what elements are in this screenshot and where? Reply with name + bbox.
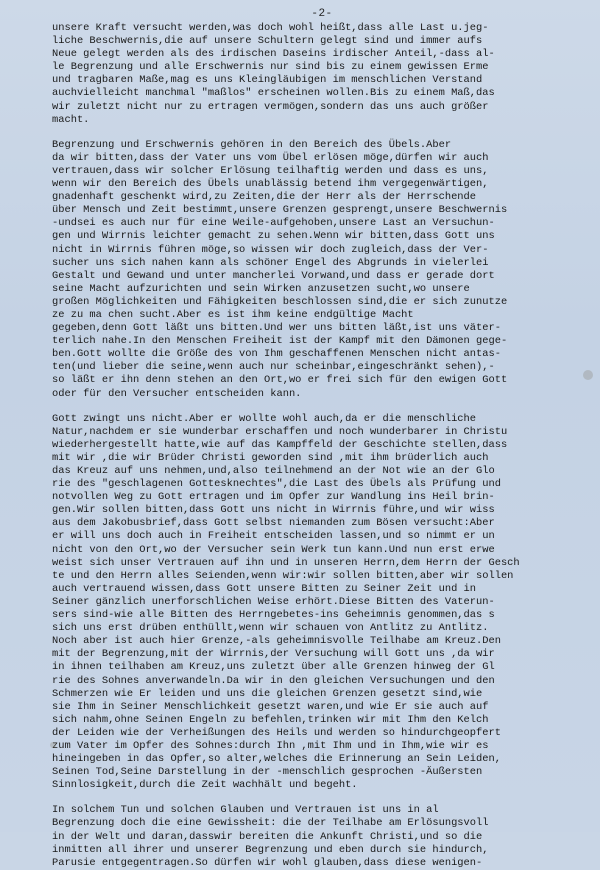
text-line: ze zu ma chen sucht.Aber es ist ihm keine endgültige Macht xyxy=(52,308,414,321)
text-line: wiederhergestellt hatte,wie auf das Kampffeld der Geschichte stellen,dass xyxy=(52,438,508,451)
text-line: in der Welt und daran,dasswir bereiten die Ankunft Christi,und so die xyxy=(52,830,483,843)
stain-mark xyxy=(583,370,593,380)
text-line: das Kreuz auf uns nehmen,und,also teilnehmend an der Not wie an der Glo xyxy=(52,465,495,477)
text-line: mit der Begrenzung,mit der Wirrnis,der Versuchung will Gott uns ,da wir xyxy=(52,648,495,661)
text-line: inmitten all ihrer und unserer Begrenzung und eben durch sie hindurch, xyxy=(52,843,489,856)
text-line: wenn wir den Bereich des Übels unablässig betend ihm vergegenwärtigen, xyxy=(52,178,489,191)
text-line: Schmerzen wie Er leiden und uns die gleichen Grenzen gesetzt sind,wie xyxy=(52,687,483,700)
text-line: sers sind-wie alle Bitten des Herrngebetes-ins Geheimnis genommen,das s xyxy=(52,609,495,622)
text-line: Sinnlosigkeit,durch die Zeit wachhält und begeht. xyxy=(52,779,358,792)
text-line: in ihnen teilhaben am Kreuz,uns zuletzt über alle Grenzen hinweg der Gl xyxy=(52,661,495,674)
text-line: le Begrenzung und alle Erschwernis nur sind bis zu einem gewissen Erme xyxy=(52,61,489,74)
text-line: In solchem Tun und solchen Glauben und Vertrauen ist uns in al xyxy=(52,804,439,817)
text-line: te und den Herrn alles Seienden,wenn wir:wir sollen bitten,aber wir sollen xyxy=(52,569,514,582)
text-line: Begrenzung doch die eine Gewissheit: die der Teilhabe am Erlösungsvoll xyxy=(52,817,489,830)
text-line: der Leiden wie der Verheißungen des Heils und werden so hindurchgeopfert xyxy=(52,726,501,739)
text-line: oder für den Versucher entscheiden kann. xyxy=(52,387,302,400)
text-line: gen und Wirrnis leichter gemacht zu sehen.Wenn wir bitten,dass Gott uns xyxy=(52,230,495,243)
text-line: so läßt er ihn denn stehen an den Ort,wo er frei sich für den ewigen Gott xyxy=(52,374,508,387)
text-line: terlich nahe.In den Menschen Freiheit ist der Kampf mit den Dämonen gege- xyxy=(52,335,508,348)
text-line: sie Ihm in Seiner Menschlichkeit gesetzt waren,und wie Er sie auch auf xyxy=(52,700,489,713)
text-line: nicht von den Ort,wo der Versucher sein Werk tun kann.Und nun erst erwe xyxy=(52,543,495,556)
paragraph xyxy=(52,804,592,869)
text-line: vertrauen,dass wir solcher Erlösung teilhaftig werden und dass es uns, xyxy=(52,164,489,177)
text-line: da wir bitten,dass der Vater uns vom Übel erlösen möge,dürfen wir auch xyxy=(52,151,489,164)
text-line: Parusie entgegentragen.So dürfen wir wohl glauben,dass diese wenigen- xyxy=(52,856,483,869)
text-line: auchvielleicht manchmal "maßlos" erscheinen wollen.Bis zu einem Maß,das xyxy=(52,87,495,100)
text-line: sich uns erst drüben enthüllt,wenn wir schauen von Antlitz zu Antlitz. xyxy=(52,622,489,635)
text-line: notvollen Weg zu Gott ertragen und im Opfer zur Wandlung ins Heil brin- xyxy=(52,491,495,504)
text-line: Noch aber ist auch hier Grenze,-als geheimnisvolle Teilhabe am Kreuz.Den xyxy=(52,635,501,648)
text-line: seine Macht aufzurichten und sein Wirken anzusetzen sucht,wo unsere xyxy=(52,282,470,295)
text-line: sucher uns sich nahen kann als schöner Engel des Abgrunds in vielerlei xyxy=(52,256,489,269)
paragraph xyxy=(52,139,592,401)
text-line: Gott zwingt uns nicht.Aber er wollte wohl auch,da er die menschliche xyxy=(52,412,477,425)
text-line: rie des Sohnes anverwandeln.Da wir in den gleichen Versuchungen und den xyxy=(52,674,495,687)
text-line: Seinen Tod,Seine Darstellung in der -menschlich gesprochen -Äußersten xyxy=(52,766,483,779)
text-line: Gestalt und Gewand und unter mancherlei Vorwand,und dass er gerade dort xyxy=(52,269,495,282)
text-line: hineingeben in das Opfer,so alter,welches die Erinnerung an Sein Leiden, xyxy=(52,753,501,766)
stain-mark xyxy=(50,742,56,748)
text-line: großen Möglichkeiten und Fähigkeiten beschlossen sind,die er sich zunutze xyxy=(52,295,508,308)
text-line: zum Vater im Opfer des Sohnes:durch Ihn ,mit Ihm und in Ihm,wie wir es xyxy=(52,739,489,752)
text-line: -undsei es auch nur für eine Weile-aufgehoben,unsere Last an Versuchun- xyxy=(52,217,495,230)
text-line: er will uns doch auch in Freiheit entscheiden lassen,und so nimmt er un xyxy=(52,530,495,543)
text-line: rie des "geschlagenen Gottesknechtes",die Last des Übels als Prüfung und xyxy=(52,478,501,491)
paragraph xyxy=(52,413,592,793)
text-line: ten(und lieber die seine,wenn auch nur scheinbar,eingeschränkt sehen),- xyxy=(52,361,495,374)
text-line: macht. xyxy=(52,113,90,126)
text-line: Natur,nachdem er sie wunderbar erschaffen und noch wunderbarer in Christu xyxy=(52,425,508,438)
document-body xyxy=(52,22,592,870)
text-line: gen.Wir sollen bitten,dass Gott uns nicht in Wirrnis führe,und wir wiss xyxy=(52,504,495,517)
text-line: und tragbaren Maße,mag es uns Kleingläubigen im menschlichen Verstand xyxy=(52,74,483,87)
text-line: mit wir ,die wir Brüder Christi geworden sind ,mit ihm brüderlich auch xyxy=(52,451,489,464)
text-line: unsere Kraft versucht werden,was doch wohl heißt,dass alle Last u.jeg- xyxy=(52,22,489,34)
page-number: -2- xyxy=(311,8,333,20)
text-line: Neue gelegt werden als des irdischen Daseins irdischer Anteil,-dass al- xyxy=(52,48,495,61)
text-line: gnadenhaft geschenkt wird,zu Zeiten,die der Herr als der Herrschende xyxy=(52,191,477,204)
paragraph xyxy=(52,22,592,127)
text-line: Begrenzung und Erschwernis gehören in den Bereich des Übels.Aber xyxy=(52,138,452,151)
text-line: weist sich unser Vertrauen auf ihn und in unseren Herrn,dem Herrn der Gesch xyxy=(52,556,520,569)
text-line: liche Beschwernis,die auf unsere Schultern gelegt sind und immer aufs xyxy=(52,35,483,48)
text-line: Seiner gänzlich unerforschlichen Weise erhört.Diese Bitten des Vaterun- xyxy=(52,595,495,608)
text-line: über Mensch und Zeit bestimmt,unsere Grenzen gesprengt,unsere Beschwernis xyxy=(52,204,508,217)
text-line: auch vertrauend wissen,dass Gott unsere Bitten zu Seiner Zeit und in xyxy=(52,582,477,595)
text-line: aus dem Jakobusbrief,dass Gott selbst niemanden zum Bösen versucht:Aber xyxy=(52,517,495,530)
text-line: sich nahm,ohne Seinen Engeln zu befehlen,trinken wir mit Ihm den Kelch xyxy=(52,713,489,726)
text-line: nicht in Wirrnis führen möge,so wissen wir doch zugleich,dass der Ver- xyxy=(52,243,489,256)
text-line: gegeben,denn Gott läßt uns bitten.Und wer uns bitten läßt,ist uns väter- xyxy=(52,322,501,335)
text-line: wir zuletzt nicht nur zu ertragen vermögen,sondern das uns auch größer xyxy=(52,100,489,113)
text-line: ben.Gott wollte die Größe des von Ihm geschaffenen Menschen nicht antas- xyxy=(52,348,501,361)
